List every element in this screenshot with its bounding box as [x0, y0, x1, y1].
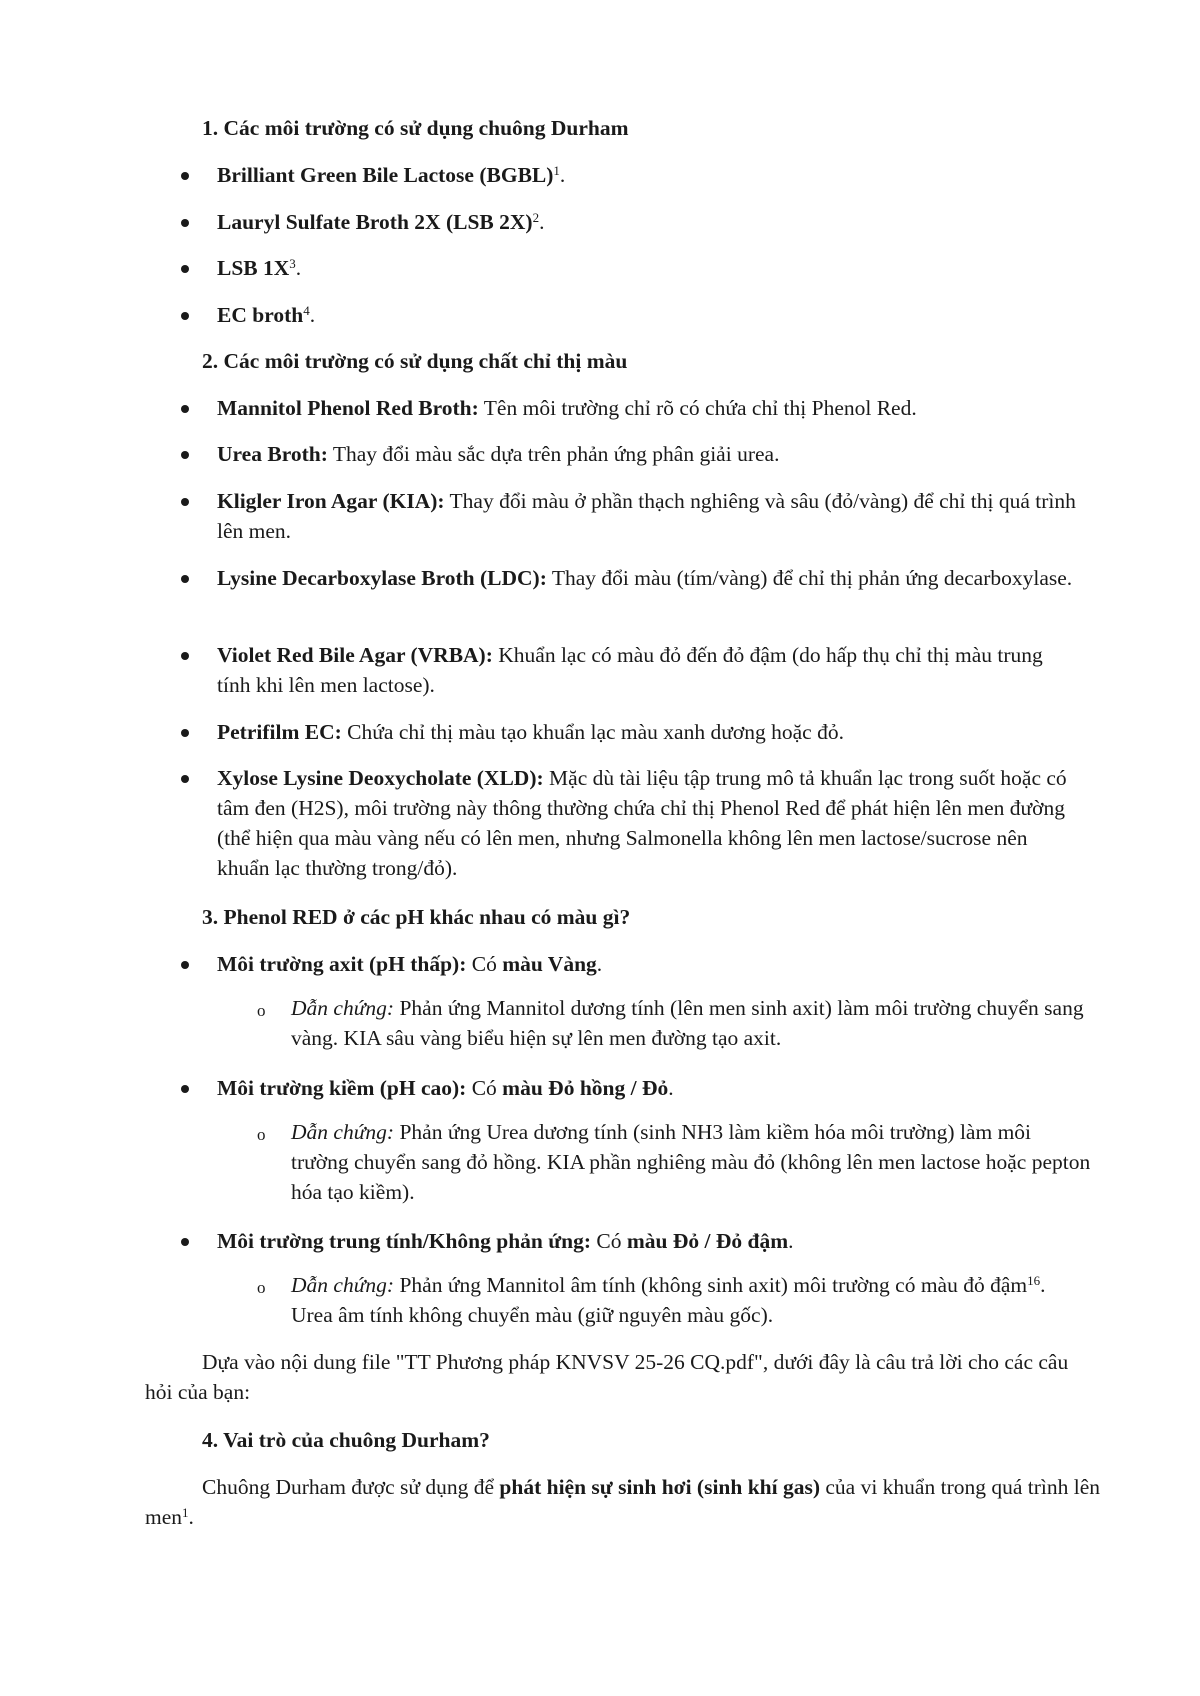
list-item: Urea Broth: Thay đổi màu sắc dựa trên phản ứng phân giải urea. [217, 442, 780, 466]
list-item: Lauryl Sulfate Broth 2X (LSB 2X)$^2$. [217, 210, 545, 234]
section-4-paragraph: Chuông Durham được sử dụng để phát hiện sự sinh hơi (sinh khí gas) của vi khuẩn trong quá trình lên men$^1$. [145, 1475, 1101, 1529]
list-item: Brilliant Green Bile Lactose (BGBL)$^1$. [217, 163, 566, 187]
list-item: Môi trường trung tính/Không phản ứng: Có màu Đỏ / Đỏ đậm. [217, 1229, 794, 1253]
section-4-heading: 4. Vai trò của chuông Durham? [202, 1428, 490, 1452]
bullet-icon [181, 312, 189, 320]
bullet-icon [181, 405, 189, 413]
list-item: EC broth$^4$. [217, 303, 316, 327]
circle-bullet-icon: o [257, 1125, 266, 1144]
bullet-icon [181, 1238, 189, 1246]
evidence-item: Dẫn chứng: Phản ứng Urea dương tính (sinh NH3 làm kiềm hóa môi trường) làm môi trường chuyển sang đỏ hồng. KIA phần nghiêng màu đỏ (không lên men lactose hoặc pepton hóa tạo kiềm). [291, 1120, 1091, 1204]
list-item: Petrifilm EC: Chứa chỉ thị màu tạo khuẩn lạc màu xanh dương hoặc đỏ. [217, 720, 844, 744]
bullet-icon [181, 775, 189, 783]
list-item: Lysine Decarboxylase Broth (LDC): Thay đổi màu (tím/vàng) để chỉ thị phản ứng decarboxylase. [217, 566, 1073, 590]
circle-bullet-icon: o [257, 1001, 266, 1020]
section-2-heading: 2. Các môi trường có sử dụng chất chỉ thị màu [202, 349, 628, 373]
bullet-icon [181, 172, 189, 180]
list-item: Mannitol Phenol Red Broth: Tên môi trường chỉ rõ có chứa chỉ thị Phenol Red. [217, 396, 917, 420]
evidence-item: Dẫn chứng: Phản ứng Mannitol âm tính (không sinh axit) môi trường có màu đỏ đậm$^{16}$. Urea âm tính không chuyển màu (giữ nguyên màu gốc). [291, 1273, 1046, 1327]
bullet-icon [181, 219, 189, 227]
bullet-icon [181, 265, 189, 273]
section-1-heading: 1. Các môi trường có sử dụng chuông Durham [202, 116, 629, 140]
list-item: Môi trường axit (pH thấp): Có màu Vàng. [217, 952, 603, 976]
bullet-icon [181, 729, 189, 737]
bullet-icon [181, 575, 189, 583]
list-item: LSB $1X^3$. [217, 256, 302, 280]
bullet-icon [181, 498, 189, 506]
evidence-item: Dẫn chứng: Phản ứng Mannitol dương tính (lên men sinh axit) làm môi trường chuyển sang vàng. KIA sâu vàng biểu hiện sự lên men đường tạo axit. [291, 996, 1084, 1050]
bullet-icon [181, 451, 189, 459]
intro-paragraph: Dựa vào nội dung file "TT Phương pháp KNVSV 25-26 CQ.pdf", dưới đây là câu trả lời cho các câu hỏi của bạn: [145, 1350, 1069, 1404]
circle-bullet-icon: o [257, 1278, 266, 1297]
bullet-icon [181, 1085, 189, 1093]
section-3-heading: 3. Phenol RED ở các pH khác nhau có màu gì? [202, 905, 631, 929]
bullet-icon [181, 961, 189, 969]
list-item: Môi trường kiềm (pH cao): Có màu Đỏ hồng / Đỏ. [217, 1076, 674, 1100]
list-item: Kligler Iron Agar (KIA): Thay đổi màu ở phần thạch nghiêng và sâu (đỏ/vàng) để chỉ thị quá trình lên men. [217, 489, 1076, 543]
bullet-icon [181, 652, 189, 660]
list-item: Violet Red Bile Agar (VRBA): Khuẩn lạc có màu đỏ đến đỏ đậm (do hấp thụ chỉ thị màu trung tính khi lên men lactose). [217, 643, 1043, 697]
list-item: Xylose Lysine Deoxycholate (XLD): Mặc dù tài liệu tập trung mô tả khuẩn lạc trong suốt hoặc có tâm đen (H2S), môi trường này thông thường chứa chỉ thị Phenol Red để phát hiện lên men đường (thể hiện qua màu vàng nếu có lên men, nhưng Salmonella không lên men lactose/sucrose nên khuẩn lạc thường trong/đỏ). [217, 766, 1067, 880]
